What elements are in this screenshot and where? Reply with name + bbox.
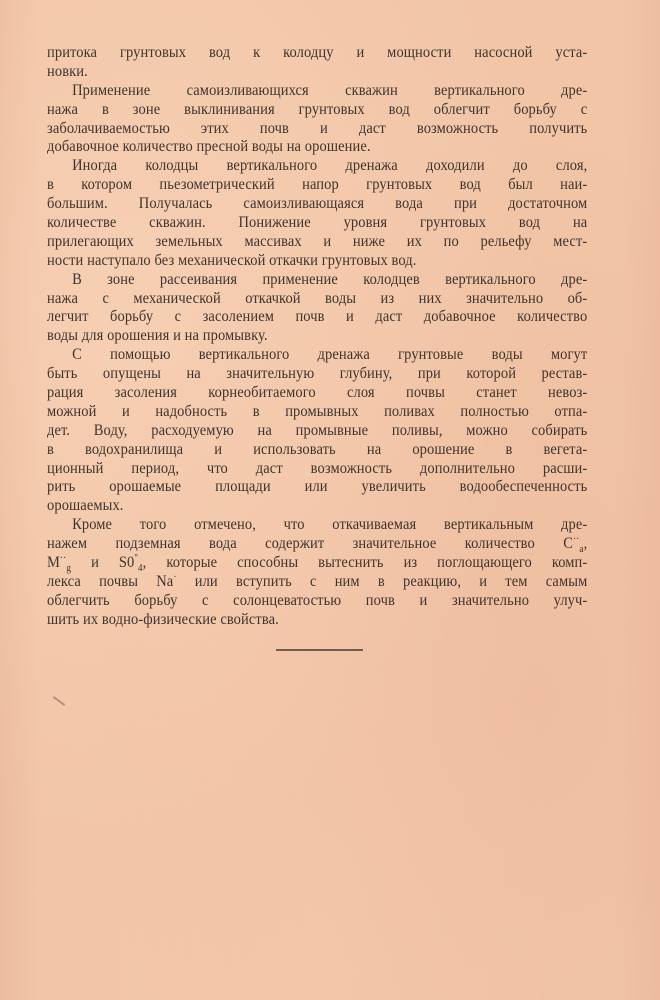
text-line: облегчить борьбу с солонцеватостью почв и значительно улуч-	[47, 591, 588, 609]
text-line: Кроме того отмечено, что откачиваемая вертикальным дре-	[72, 516, 588, 534]
text-line: заболачиваемостью этих почв и даст возможность получить	[47, 119, 588, 137]
text-line: Иногда колодцы вертикального дренажа доходили до слоя,	[72, 157, 588, 175]
text-line: можной и надобность в промывных поливах полностью отпа-	[47, 402, 588, 420]
paragraph	[47, 271, 588, 347]
section-divider	[276, 649, 363, 651]
text-fragment: , которые способны вытеснить из поглощающего комп-	[142, 554, 588, 572]
text-line: количестве скважин. Понижение уровня грунтовых вод на	[47, 214, 588, 232]
paragraph-continuation	[47, 44, 588, 82]
text-line: притока грунтовых вод к колодцу и мощности насосной уста-	[47, 44, 588, 61]
text-line: новки.	[47, 62, 88, 80]
formula-calcium	[563, 533, 588, 556]
formula-base: M	[47, 554, 60, 572]
paragraph-chemistry	[47, 516, 588, 629]
text-line: В зоне рассеивания применение колодцев вертикального дре-	[72, 270, 588, 288]
formula-base: Na	[156, 572, 174, 590]
text-line: орошаемых.	[47, 497, 124, 515]
text-line: прилегающих земельных массивах и ниже их по рельефу мест-	[47, 232, 588, 250]
text-line: большим. Получалась самоизливающаяся вода при достаточном	[47, 195, 588, 213]
paper-speck-decoration	[53, 696, 66, 706]
text-line: Применение самоизливающихся скважин вертикального дре-	[72, 81, 588, 99]
formula-subscript: 4	[137, 563, 143, 575]
formula-subscript: g	[66, 563, 72, 575]
text-line: рация засоления корнеобитаемого слоя почвы станет невоз-	[47, 384, 588, 402]
text-block	[47, 44, 588, 630]
paragraph	[47, 346, 588, 516]
text-line: рить орошаемые площади или увеличить водообеспеченность	[47, 478, 588, 496]
text-line-with-formula	[47, 573, 587, 592]
text-line: нажа в зоне выклинивания грунтовых вод облегчит борьбу с	[47, 100, 588, 118]
formula-charge: ''	[134, 552, 138, 564]
formula-base: S0	[118, 554, 135, 572]
paragraph	[47, 157, 588, 270]
formula-charge: ·	[173, 571, 177, 583]
text-line-with-formula	[47, 535, 587, 554]
text-line-with-formula	[47, 554, 587, 573]
text-fragment: нажем подземная вода содержит значительное количество	[47, 535, 535, 553]
text-line: шить их водно-физические свойства.	[47, 610, 279, 628]
text-line: добавочное количество пресной воды на орошение.	[47, 138, 371, 156]
text-line: нажа с механической откачкой воды из них значительно об-	[47, 289, 588, 307]
text-line: быть опущены на значительную глубину, при которой рестав-	[47, 365, 588, 383]
text-line: в котором пьезометрический напор грунтовых вод был наи-	[47, 176, 588, 194]
text-line: в водохранилища и использовать на орошение в вегета-	[47, 440, 588, 458]
formula-base: C	[563, 535, 573, 553]
formula-sulfate	[118, 552, 143, 575]
text-line: ности наступало без механической откачки грунтовых вод.	[47, 251, 417, 269]
text-fragment: лекса почвы	[47, 572, 139, 590]
punctuation: ,	[583, 535, 588, 553]
text-line: воды для орошения и на промывку.	[47, 327, 268, 345]
text-line: ционный период, что даст возможность дополнительно расши-	[47, 459, 588, 477]
text-line: С помощью вертикального дренажа грунтовые воды могут	[72, 346, 588, 364]
paragraph	[47, 82, 588, 158]
formula-magnesium	[47, 552, 72, 575]
formula-charge: ··	[572, 533, 580, 545]
formula-sodium	[156, 573, 176, 590]
text-fragment: и	[91, 554, 99, 572]
text-fragment: или вступить с ним в реакцию, и тем самым	[194, 572, 588, 590]
text-line: легчит борьбу с засолением почв и даст добавочное количество	[47, 308, 588, 326]
formula-subscript: a	[579, 544, 584, 556]
text-line: дет. Воду, расходуемую на промывные поливы, можно собирать	[47, 421, 588, 439]
formula-charge: ··	[59, 552, 67, 564]
